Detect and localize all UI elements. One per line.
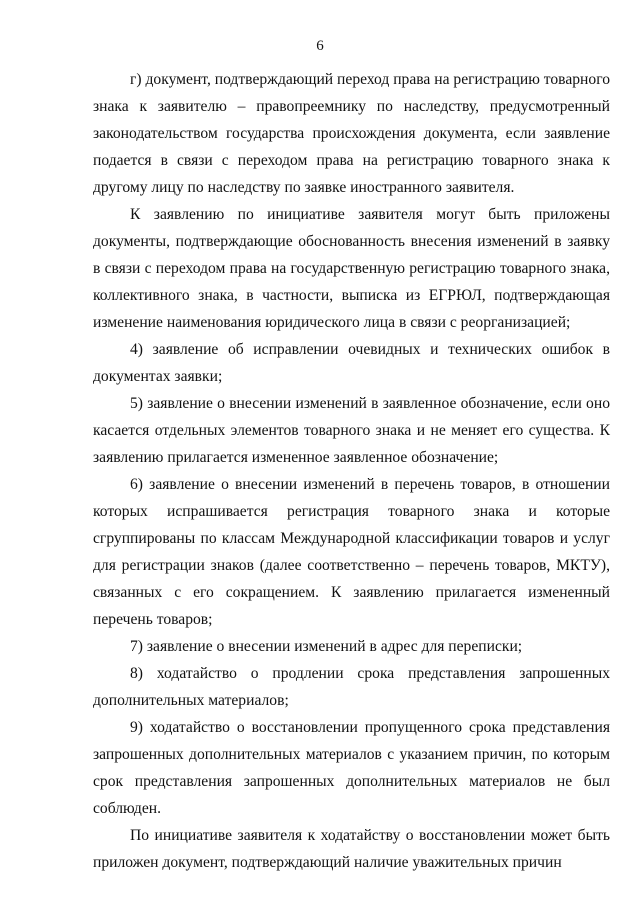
paragraph-8-term-extension: 8) ходатайство о продлении срока представления запрошенных дополнительных материалов; — [93, 665, 610, 709]
page-number: 6 — [316, 38, 324, 54]
paragraph-7-address-change: 7) заявление о внесении изменений в адрес для переписки; — [130, 638, 523, 655]
paragraph-restoration-document: По инициативе заявителя к ходатайству о восстановлении может быть приложен документ, подтверждающий наличие уважительных причин — [93, 827, 610, 871]
document-body — [93, 66, 610, 876]
paragraph-optional-documents: К заявлению по инициативе заявителя могут быть приложены документы, подтверждающие обоснованность внесения изменений в заявку в связи с переходом права на государственную регистрацию товарного знака, коллективного знака, в частности, выписка из ЕГРЮЛ, подтверждающая изменение наименования юридического лица в связи с реорганизацией; — [93, 206, 610, 331]
paragraph-g-inheritance-document: г) документ, подтверждающий переход права на регистрацию товарного знака к заявителю – правопреемнику по наследству, предусмотренный законодательством государства происхождения документа, если заявление подается в связи с переходом права на регистрацию товарного знака к другому лицу по наследству по заявке иностранного заявителя. — [93, 71, 610, 196]
paragraph-4-error-correction: 4) заявление об исправлении очевидных и технических ошибок в документах заявки; — [93, 341, 610, 385]
paragraph-6-goods-list-change: 6) заявление о внесении изменений в перечень товаров, в отношении которых испрашивается регистрация товарного знака и которые сгруппированы по классам Международной классификации товаров и услуг для регистрации знаков (далее соответственно – перечень товаров, МКТУ), связанных с его сокращением. К заявлению прилагается измененный перечень товаров; — [93, 476, 610, 628]
paragraph-5-designation-change: 5) заявление о внесении изменений в заявленное обозначение, если оно касается отдельных элементов товарного знака и не меняет его существа. К заявлению прилагается измененное заявленное обозначение; — [93, 395, 610, 466]
paragraph-9-term-restoration: 9) ходатайство о восстановлении пропущенного срока представления запрошенных дополнительных материалов с указанием причин, по которым срок представления запрошенных дополнительных материалов не был соблюден. — [93, 719, 610, 817]
